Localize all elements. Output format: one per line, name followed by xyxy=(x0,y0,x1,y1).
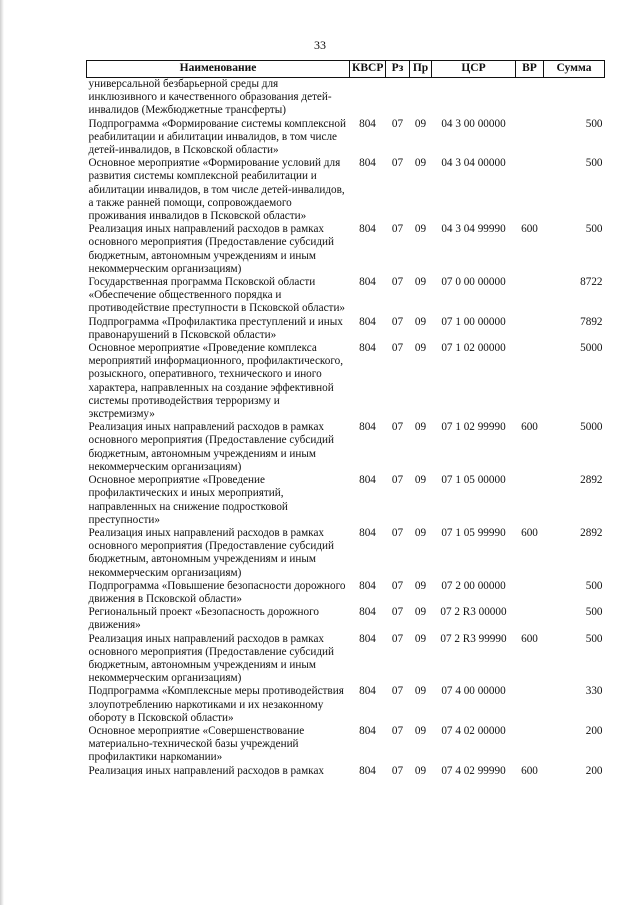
cell-pr: 09 xyxy=(414,157,427,170)
cell-name: Реализация иных направлений расходов в рамках xyxy=(88,764,325,777)
cell-csr xyxy=(432,78,516,118)
cell-pr: 09 xyxy=(414,724,427,737)
table-row xyxy=(87,223,605,276)
cell-sum: 8722 xyxy=(580,276,603,289)
cell-csr: 07 4 02 99990 xyxy=(441,764,506,777)
table-row xyxy=(87,606,605,632)
cell-csr: 07 4 02 00000 xyxy=(441,724,506,737)
cell-pr: 09 xyxy=(414,526,427,539)
cell-vr xyxy=(516,725,544,765)
cell-kvsr: 804 xyxy=(359,724,376,737)
cell-csr: 07 1 00 00000 xyxy=(441,315,506,328)
cell-name: Основное мероприятие «Проведение комплекса мероприятий информационного, профилактического, розыскного, оперативного, технического и иного характера, направленных на создание эффективной системы противодействия терроризму и экстремизму» xyxy=(88,342,344,421)
cell-vr xyxy=(516,685,544,725)
cell-kvsr: 804 xyxy=(359,276,376,289)
cell-pr: 09 xyxy=(414,117,427,130)
table-body xyxy=(87,78,605,778)
cell-name: Подпрограмма «Формирование системы комплексной реабилитации и абилитации инвалидов, в том числе детей-инвалидов, в Псковской области» xyxy=(88,117,346,157)
cell-sum: 330 xyxy=(585,685,603,698)
cell-rz: 07 xyxy=(391,157,404,170)
table-row xyxy=(87,580,605,606)
cell-vr xyxy=(516,276,544,316)
cell-pr: 09 xyxy=(414,276,427,289)
cell-sum: 7892 xyxy=(580,315,603,328)
cell-pr: 09 xyxy=(414,474,427,487)
cell-vr: 600 xyxy=(521,764,538,777)
cell-csr: 07 2 00 00000 xyxy=(441,579,506,592)
cell-rz: 07 xyxy=(391,421,404,434)
table-row xyxy=(87,316,605,342)
cell-name: Государственная программа Псковской области «Обеспечение общественного порядка и противодействие преступности в Псковской области» xyxy=(88,276,346,315)
cell-rz: 07 xyxy=(391,579,404,592)
cell-pr: 09 xyxy=(414,421,427,434)
cell-kvsr: 804 xyxy=(359,157,376,170)
cell-sum: 200 xyxy=(585,764,603,777)
cell-kvsr: 804 xyxy=(359,579,376,592)
cell-sum: 500 xyxy=(585,632,603,645)
cell-rz: 07 xyxy=(391,315,404,328)
table-row xyxy=(87,527,605,580)
cell-kvsr: 804 xyxy=(359,421,376,434)
cell-csr: 07 1 05 99990 xyxy=(441,526,506,539)
cell-kvsr: 804 xyxy=(359,526,376,539)
cell-csr: 04 3 04 00000 xyxy=(441,157,506,170)
cell-csr: 04 3 04 99990 xyxy=(441,223,506,236)
cell-name: Основное мероприятие «Совершенствование материально-технической базы учреждений профилактики наркомании» xyxy=(88,724,305,764)
header-vr: ВР xyxy=(516,61,544,78)
cell-csr: 07 0 00 00000 xyxy=(441,276,506,289)
table-header-row xyxy=(87,61,605,78)
cell-name: Реализация иных направлений расходов в рамках основного мероприятия (Предоставление субсидий бюджетным, автономным учреждениям и иным некоммерческим организациям) xyxy=(88,421,334,473)
cell-name: Основное мероприятие «Проведение профилактических и иных мероприятий, направленных на снижение подростковой преступности» xyxy=(88,474,288,526)
cell-kvsr xyxy=(350,78,386,118)
cell-csr: 07 2 R3 99990 xyxy=(440,632,507,645)
cell-pr: 09 xyxy=(414,685,427,698)
cell-rz: 07 xyxy=(391,526,404,539)
cell-sum: 200 xyxy=(585,724,603,737)
cell-rz xyxy=(386,78,410,118)
cell-rz: 07 xyxy=(391,117,404,130)
cell-vr xyxy=(516,474,544,527)
page-number: 33 xyxy=(314,38,326,52)
cell-vr: 600 xyxy=(521,223,538,236)
cell-vr xyxy=(516,118,544,158)
cell-rz: 07 xyxy=(391,474,404,487)
cell-vr: 600 xyxy=(521,526,538,539)
cell-pr: 09 xyxy=(414,315,427,328)
cell-vr: 600 xyxy=(521,421,538,434)
cell-sum: 500 xyxy=(585,579,603,592)
header-csr: ЦСР xyxy=(432,61,516,78)
cell-sum: 5000 xyxy=(580,342,603,355)
cell-vr xyxy=(516,606,544,632)
cell-csr: 07 1 02 99990 xyxy=(441,421,506,434)
header-kvsr: КВСР xyxy=(350,61,386,78)
budget-table xyxy=(86,60,605,778)
cell-kvsr: 804 xyxy=(359,685,376,698)
header-rz: Рз xyxy=(386,61,410,78)
cell-rz: 07 xyxy=(391,685,404,698)
cell-name: Реализация иных направлений расходов в рамках основного мероприятия (Предоставление субсидий бюджетным, автономным учреждениям и иным некоммерческим организациям) xyxy=(88,223,334,275)
cell-name: Подпрограмма «Комплексные меры противодействия злоупотреблению наркотиками и их незаконному обороту в Псковской области» xyxy=(88,685,344,724)
table-row xyxy=(87,633,605,686)
cell-sum: 500 xyxy=(585,157,603,170)
cell-kvsr: 804 xyxy=(359,606,376,619)
table-row xyxy=(87,725,605,765)
table-row xyxy=(87,78,605,118)
cell-vr xyxy=(516,78,544,118)
cell-name: Подпрограмма «Профилактика преступлений и иных правонарушений в Псковской области» xyxy=(88,315,343,341)
header-sum: Сумма xyxy=(544,61,605,78)
table-row xyxy=(87,765,605,778)
table-row xyxy=(87,421,605,474)
cell-csr: 07 1 05 00000 xyxy=(441,474,506,487)
cell-name: Региональный проект «Безопасность дорожного движения» xyxy=(88,606,319,632)
cell-vr xyxy=(516,580,544,606)
cell-name: Реализация иных направлений расходов в рамках основного мероприятия (Предоставление субсидий бюджетным, автономным учреждениям и иным некоммерческим организациям) xyxy=(88,632,334,685)
cell-pr: 09 xyxy=(414,579,427,592)
table-row xyxy=(87,276,605,316)
cell-rz: 07 xyxy=(391,223,404,236)
cell-name: Основное мероприятие «Формирование условий для развития системы комплексной реабилитации и абилитации инвалидов, в том числе детей-инвалидов, а также ранней помощи, сопровождаемого проживания инвалидов в Псковской области» xyxy=(88,157,345,223)
cell-csr: 07 2 R3 00000 xyxy=(440,606,507,619)
table-row xyxy=(87,685,605,725)
cell-rz: 07 xyxy=(391,342,404,355)
cell-rz: 07 xyxy=(391,632,404,645)
cell-csr: 07 1 02 00000 xyxy=(441,342,506,355)
cell-sum: 500 xyxy=(585,223,603,236)
scan-edge xyxy=(0,0,4,905)
cell-csr: 07 4 00 00000 xyxy=(441,685,506,698)
cell-pr xyxy=(410,78,432,118)
cell-kvsr: 804 xyxy=(359,117,376,130)
cell-pr: 09 xyxy=(414,223,427,236)
cell-sum: 500 xyxy=(585,117,603,130)
cell-sum: 500 xyxy=(585,606,603,619)
table-row xyxy=(87,157,605,223)
cell-vr xyxy=(516,157,544,223)
cell-kvsr: 804 xyxy=(359,315,376,328)
table-row xyxy=(87,342,605,421)
cell-csr: 04 3 00 00000 xyxy=(441,117,506,130)
cell-kvsr: 804 xyxy=(359,632,376,645)
cell-kvsr: 804 xyxy=(359,223,376,236)
cell-sum xyxy=(544,78,605,118)
cell-name: Реализация иных направлений расходов в рамках основного мероприятия (Предоставление субсидий бюджетным, автономным учреждениям и иным некоммерческим организациям) xyxy=(88,526,334,579)
cell-sum: 2892 xyxy=(580,526,603,539)
cell-kvsr: 804 xyxy=(359,474,376,487)
table-row xyxy=(87,118,605,158)
cell-rz: 07 xyxy=(391,276,404,289)
cell-name: Подпрограмма «Повышение безопасности дорожного движения в Псковской области» xyxy=(88,579,346,605)
cell-sum: 5000 xyxy=(580,421,603,434)
cell-vr xyxy=(516,342,544,421)
header-name: Наименование xyxy=(87,61,350,78)
cell-pr: 09 xyxy=(414,342,427,355)
cell-kvsr: 804 xyxy=(359,342,376,355)
cell-vr xyxy=(516,316,544,342)
table-row xyxy=(87,474,605,527)
cell-sum: 2892 xyxy=(580,474,603,487)
cell-rz: 07 xyxy=(391,724,404,737)
cell-vr: 600 xyxy=(521,632,538,645)
cell-pr: 09 xyxy=(414,632,427,645)
cell-pr: 09 xyxy=(414,606,427,619)
cell-rz: 07 xyxy=(391,606,404,619)
header-pr: Пр xyxy=(410,61,432,78)
cell-kvsr: 804 xyxy=(359,764,376,777)
cell-pr: 09 xyxy=(414,764,427,777)
cell-rz: 07 xyxy=(391,764,404,777)
cell-name: универсальной безбарьерной среды для инклюзивного и качественного образования детей-инвалидов (Межбюджетные трансферты) xyxy=(88,78,332,117)
